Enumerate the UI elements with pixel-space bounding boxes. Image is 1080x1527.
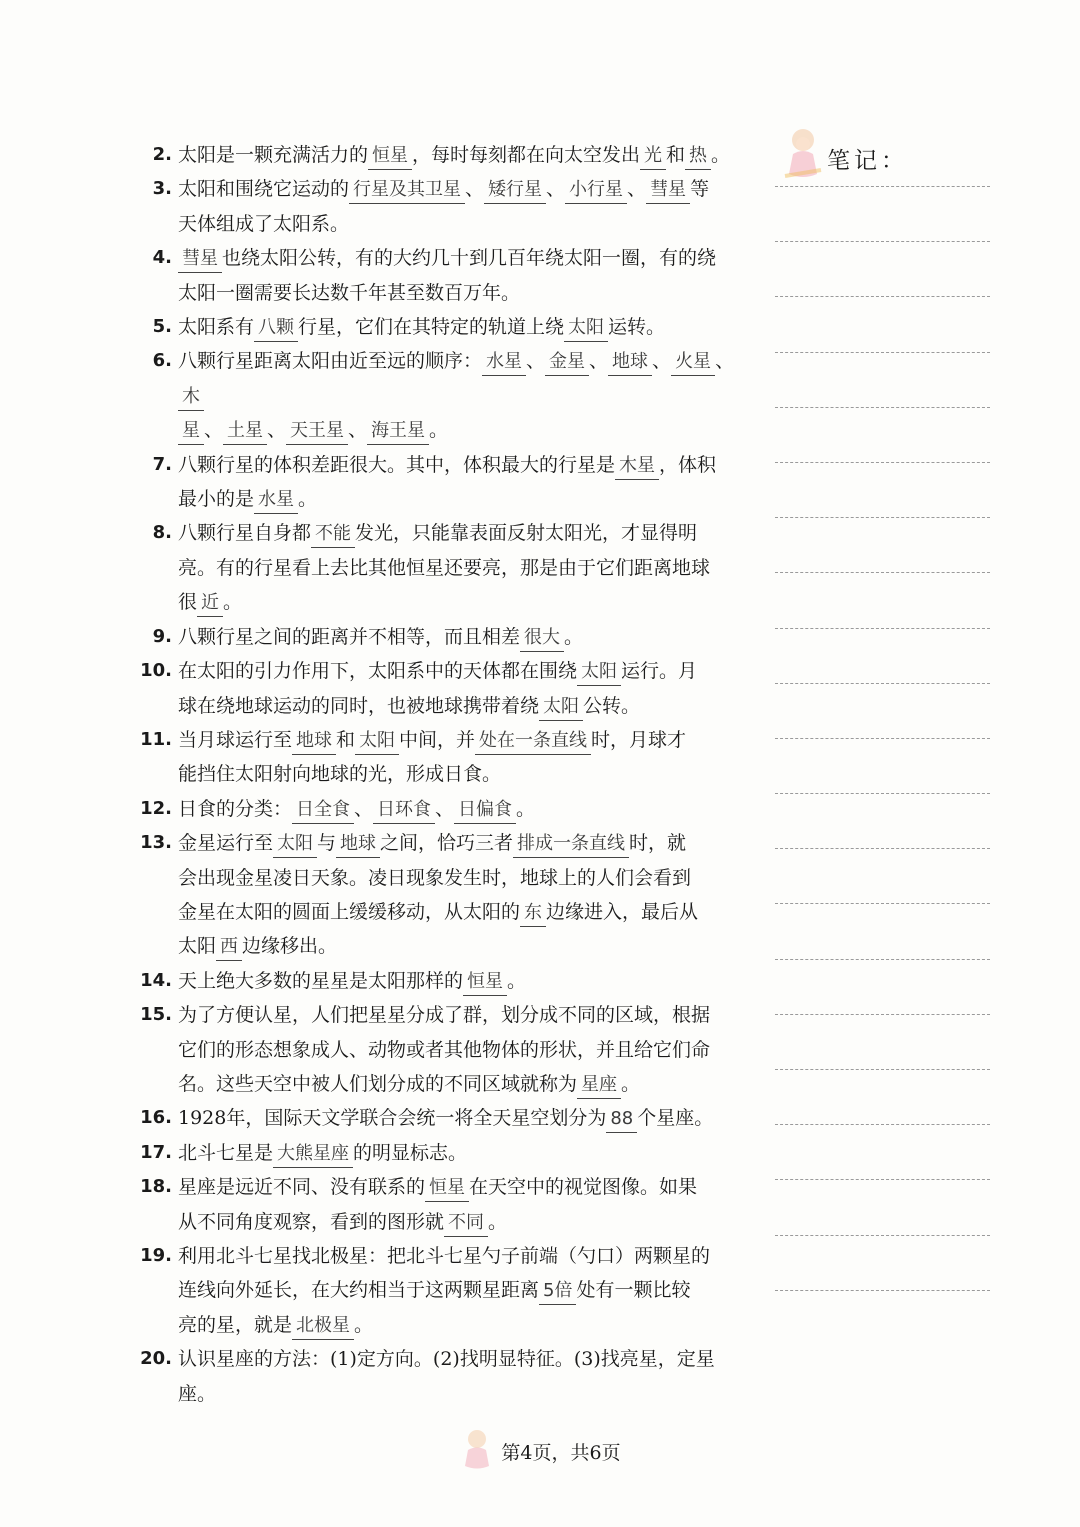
question-text [178,826,744,964]
question-number: 9. [152,625,172,647]
question-number: 3. [152,178,172,200]
question-line [178,895,744,929]
note-line [775,849,990,904]
answer-blank: 土星 [223,418,267,445]
answer-blank: 木星 [615,453,659,480]
page-number: 第4页，共6页 [501,1441,621,1464]
question-segment: 名。这些天空中被人们划分成的不同区域就称为 [178,1072,578,1095]
question-segment: 边缘进入，最后从 [546,900,699,923]
question-list [134,138,744,1411]
question-segment: 、 [267,419,287,442]
answer-blank: 热 [685,143,711,170]
question-number: 6. [152,350,172,372]
answer-blank: 太阳 [577,659,621,686]
question-item [134,792,744,826]
question-line [178,1101,744,1135]
question-line [178,998,744,1032]
question-segment: 金星运行至 [178,832,274,855]
answer-blank: 水星 [254,487,298,514]
answer-blank: 地球 [292,728,336,755]
answer-blank: 不同 [444,1210,488,1237]
question-line [178,1308,744,1342]
note-line [775,297,990,352]
question-segment: 和 [336,728,356,751]
question-text [178,1136,744,1170]
question-line [178,689,744,723]
question-segment: 八颗行星自身都 [178,522,312,545]
question-number: 18. [140,1176,172,1198]
question-segment: 、 [589,350,609,373]
answer-blank: 太阳 [564,315,608,342]
answer-blank: 行星及其卫星 [349,177,465,204]
question-line [178,861,744,895]
question-segment: 天体组成了太阳系。 [178,212,350,235]
question-text [178,1342,744,1411]
question-line [178,964,744,998]
answer-blank: 大熊星座 [273,1141,353,1168]
question-segment: 亮。有的行星看上去比其他恒星还要亮，那是由于它们距离地球 [178,556,711,579]
answer-blank: 海王星 [367,418,429,445]
question-line [178,551,744,585]
question-line [178,1342,744,1411]
question-segment: 它们的形态想象成人、动物或者其他物体的形状，并且给它们命 [178,1038,711,1061]
answer-blank: 5倍 [539,1278,576,1305]
answer-blank: 日环食 [373,797,435,824]
question-item [134,172,744,241]
question-item [134,138,744,172]
question-line [178,413,744,447]
question-item [134,964,744,998]
note-line [775,187,990,242]
question-line [178,826,744,860]
question-segment: 利用北斗七星找北极星：把北斗七星勺子前端（勺口）两颗星的 [178,1245,711,1267]
question-item [134,654,744,723]
question-segment: 。 [488,1210,508,1233]
question-number: 19. [140,1245,172,1266]
question-item [134,1342,744,1411]
question-number: 8. [152,522,172,544]
answer-blank: 西 [216,934,242,961]
question-number: 11. [140,728,172,750]
answer-blank: 星 [178,418,204,445]
question-text [178,516,744,619]
question-number: 20. [140,1348,172,1370]
question-segment: 金星在太阳的圆面上缓缓移动，从太阳的 [178,900,521,923]
note-line [775,242,990,297]
question-segment: 行星，它们在其特定的轨道上绕 [298,316,565,339]
question-segment: 。 [354,1313,374,1336]
question-segment: 之间，恰巧三者 [380,832,514,855]
note-line [775,573,990,628]
question-item [134,1101,744,1135]
question-segment: 日食的分类： [178,797,293,820]
question-text [178,138,744,172]
question-segment: 、 [652,350,672,373]
note-line [775,794,990,849]
answer-blank: 处在一条直线 [475,728,591,755]
question-segment: ，体积 [659,453,717,476]
answer-blank: 88 [606,1106,637,1133]
answer-blank: 恒星 [425,1175,469,1202]
note-line [775,1180,990,1235]
question-number: 7. [152,453,172,475]
question-item [134,344,744,447]
answer-blank: 地球 [608,349,652,376]
note-line [775,463,990,518]
question-number: 14. [140,969,172,991]
question-line [178,723,744,757]
question-segment: 时，就 [629,832,687,855]
answer-blank: 水星 [482,349,526,376]
notes-lines [775,186,990,1291]
question-segment: 个星座。 [637,1107,714,1130]
question-line [178,172,744,206]
question-number: 10. [140,660,172,682]
question-text [178,998,744,1101]
answer-blank: 恒星 [463,969,507,996]
answer-blank: 矮行星 [484,177,546,204]
question-text [178,448,744,517]
answer-blank: 太阳 [355,728,399,755]
question-item [134,998,744,1101]
note-line [775,408,990,463]
question-line [178,1067,744,1101]
question-segment: 等 [690,178,710,201]
question-segment: 、 [546,178,566,201]
question-segment: 星座是远近不同、没有联系的 [178,1176,426,1199]
question-number: 16. [140,1107,172,1129]
question-segment: 、 [715,350,735,373]
girl-mascot-icon [459,1428,495,1474]
question-segment: 与 [317,832,337,855]
question-line [178,757,744,791]
question-segment: 时，月球才 [591,728,687,751]
question-segment: 在天空中的视觉图像。如果 [469,1176,698,1199]
question-segment: 和 [666,144,686,166]
question-text [178,792,744,826]
question-segment: 太阳系有 [178,316,255,339]
question-text [178,654,744,723]
question-text [178,1101,744,1135]
question-segment: 。 [621,1072,641,1095]
note-line [775,960,990,1015]
question-segment: 的明显标志。 [353,1141,468,1164]
note-line [775,518,990,573]
answer-blank: 彗星 [646,177,690,204]
notes-column [775,126,990,1291]
question-segment: 亮的星，就是 [178,1313,293,1336]
question-segment: 。 [507,969,527,992]
question-line [178,1239,744,1273]
question-line [178,654,744,688]
question-segment: 八颗行星的体积差距很大。其中，体积最大的行星是 [178,453,616,476]
answer-blank: 火星 [671,349,715,376]
question-segment: 太阳一圈需要长达数千年甚至数百万年。 [178,281,521,304]
question-text [178,1239,744,1342]
question-number: 15. [140,1004,172,1026]
question-line [178,1136,744,1170]
question-number: 17. [140,1141,172,1163]
question-segment: 。 [564,625,584,648]
question-segment: 。 [429,419,449,442]
question-segment: 、 [354,797,374,820]
question-segment: 。 [711,144,731,166]
answer-blank: 东 [520,900,546,927]
question-text [178,241,744,310]
question-line [178,344,744,413]
question-line [178,585,744,619]
question-item [134,241,744,310]
question-segment: 球在绕地球运动的同时，也被地球携带着绕 [178,694,540,717]
question-segment: 发光，只能靠表面反射太阳光，才显得明 [355,522,698,545]
girl-mascot-icon [779,126,825,186]
note-line [775,1236,990,1291]
answer-blank: 八颗 [254,315,298,342]
question-segment: 八颗行星距离太阳由近至远的顺序： [178,350,483,373]
question-segment: ，每时每刻都在向太空发出 [412,144,641,166]
note-line [775,904,990,959]
question-text [178,964,744,998]
question-segment: 太阳是一颗充满活力的 [178,144,369,166]
question-line [178,241,744,275]
question-segment: 运转。 [608,316,666,339]
question-item [134,516,744,619]
answer-blank: 太阳 [273,831,317,858]
note-line [775,1070,990,1125]
note-line [775,629,990,684]
notes-header [775,126,990,186]
question-line [178,310,744,344]
question-number: 12. [140,797,172,819]
question-segment: 会出现金星凌日天象。凌日现象发生时，地球上的人们会看到 [178,866,692,889]
answer-blank: 地球 [336,831,380,858]
answer-blank: 彗星 [178,246,222,273]
question-item [134,826,744,964]
question-item [134,620,744,654]
question-line [178,1033,744,1067]
question-segment: 认识星座的方法：(1)定方向。(2)找明显特征。(3)找亮星，定星座。 [178,1348,715,1405]
question-segment: 运行。月 [621,660,698,683]
notes-title: 笔记： [827,148,908,174]
question-line [178,1205,744,1239]
note-line [775,739,990,794]
question-segment: 。 [516,797,536,820]
note-line [775,684,990,739]
question-item [134,1170,744,1239]
question-number: 2. [152,144,172,165]
question-line [178,516,744,550]
question-segment: 很 [178,591,198,614]
question-segment: 天上绝大多数的星星是太阳那样的 [178,969,464,992]
answer-blank: 金星 [545,349,589,376]
question-number: 5. [152,316,172,338]
question-segment: 。 [223,591,243,614]
question-number: 4. [152,247,172,269]
question-segment: 、 [465,178,485,201]
question-line [178,448,744,482]
answer-blank: 北极星 [292,1313,354,1340]
answer-blank: 近 [197,590,223,617]
question-item [134,310,744,344]
question-segment: 、 [435,797,455,820]
answer-blank: 木 [178,384,204,411]
question-line [178,138,744,172]
answer-blank: 很大 [520,625,564,652]
question-text [178,723,744,792]
question-line [178,792,744,826]
note-line [775,353,990,408]
question-line [178,207,744,241]
question-segment: 连线向外延长，在大约相当于这两颗星距离 [178,1279,540,1302]
answer-blank: 不能 [311,521,355,548]
answer-blank: 日偏食 [454,797,516,824]
question-line [178,276,744,310]
question-segment: 边缘移出。 [242,935,338,958]
answer-blank: 排成一条直线 [513,831,629,858]
question-segment: 。 [298,488,318,511]
question-text [178,310,744,344]
answer-blank: 恒星 [368,143,412,170]
question-text [178,620,744,654]
question-segment: 、 [627,178,647,201]
question-segment: 、 [526,350,546,373]
question-segment: 、 [204,419,224,442]
question-segment: 在太阳的引力作用下，太阳系中的天体都在围绕 [178,660,578,683]
question-segment: 、 [348,419,368,442]
question-segment: 也绕太阳公转，有的大约几十到几百年绕太阳一圈，有的绕 [222,247,717,270]
question-segment: 太阳 [178,935,217,958]
page-footer [0,1428,1080,1478]
question-line [178,1273,744,1307]
question-segment: 最小的是 [178,488,255,511]
question-segment: 从不同角度观察，看到的图形就 [178,1210,445,1233]
question-line [178,929,744,963]
question-segment: 能挡住太阳射向地球的光，形成日食。 [178,763,502,786]
question-item [134,448,744,517]
answer-blank: 光 [640,143,666,170]
answer-blank: 日全食 [292,797,354,824]
question-segment: 八颗行星之间的距离并不相等，而且相差 [178,625,521,648]
question-segment: 中间，并 [399,728,476,751]
question-segment: 处有一颗比较 [576,1279,691,1302]
note-line [775,1015,990,1070]
answer-blank: 太阳 [539,694,583,721]
question-line [178,482,744,516]
question-item [134,1239,744,1342]
question-segment: 太阳和围绕它运动的 [178,178,350,201]
note-line [775,1125,990,1180]
question-text [178,344,744,447]
question-segment: 当月球运行至 [178,728,293,751]
question-segment: 公转。 [583,694,641,717]
question-segment: 为了方便认星，人们把星星分成了群，划分成不同的区域，根据 [178,1004,711,1027]
question-segment: 1928年，国际天文学联合会统一将全天星空划分为 [178,1107,607,1130]
question-line [178,1170,744,1204]
question-item [134,723,744,792]
question-text [178,172,744,241]
question-segment: 北斗七星是 [178,1141,274,1164]
answer-blank: 天王星 [286,418,348,445]
question-text [178,1170,744,1239]
question-number: 13. [140,832,172,854]
answer-blank: 小行星 [565,177,627,204]
answer-blank: 星座 [577,1072,621,1099]
question-line [178,620,744,654]
question-item [134,1136,744,1170]
